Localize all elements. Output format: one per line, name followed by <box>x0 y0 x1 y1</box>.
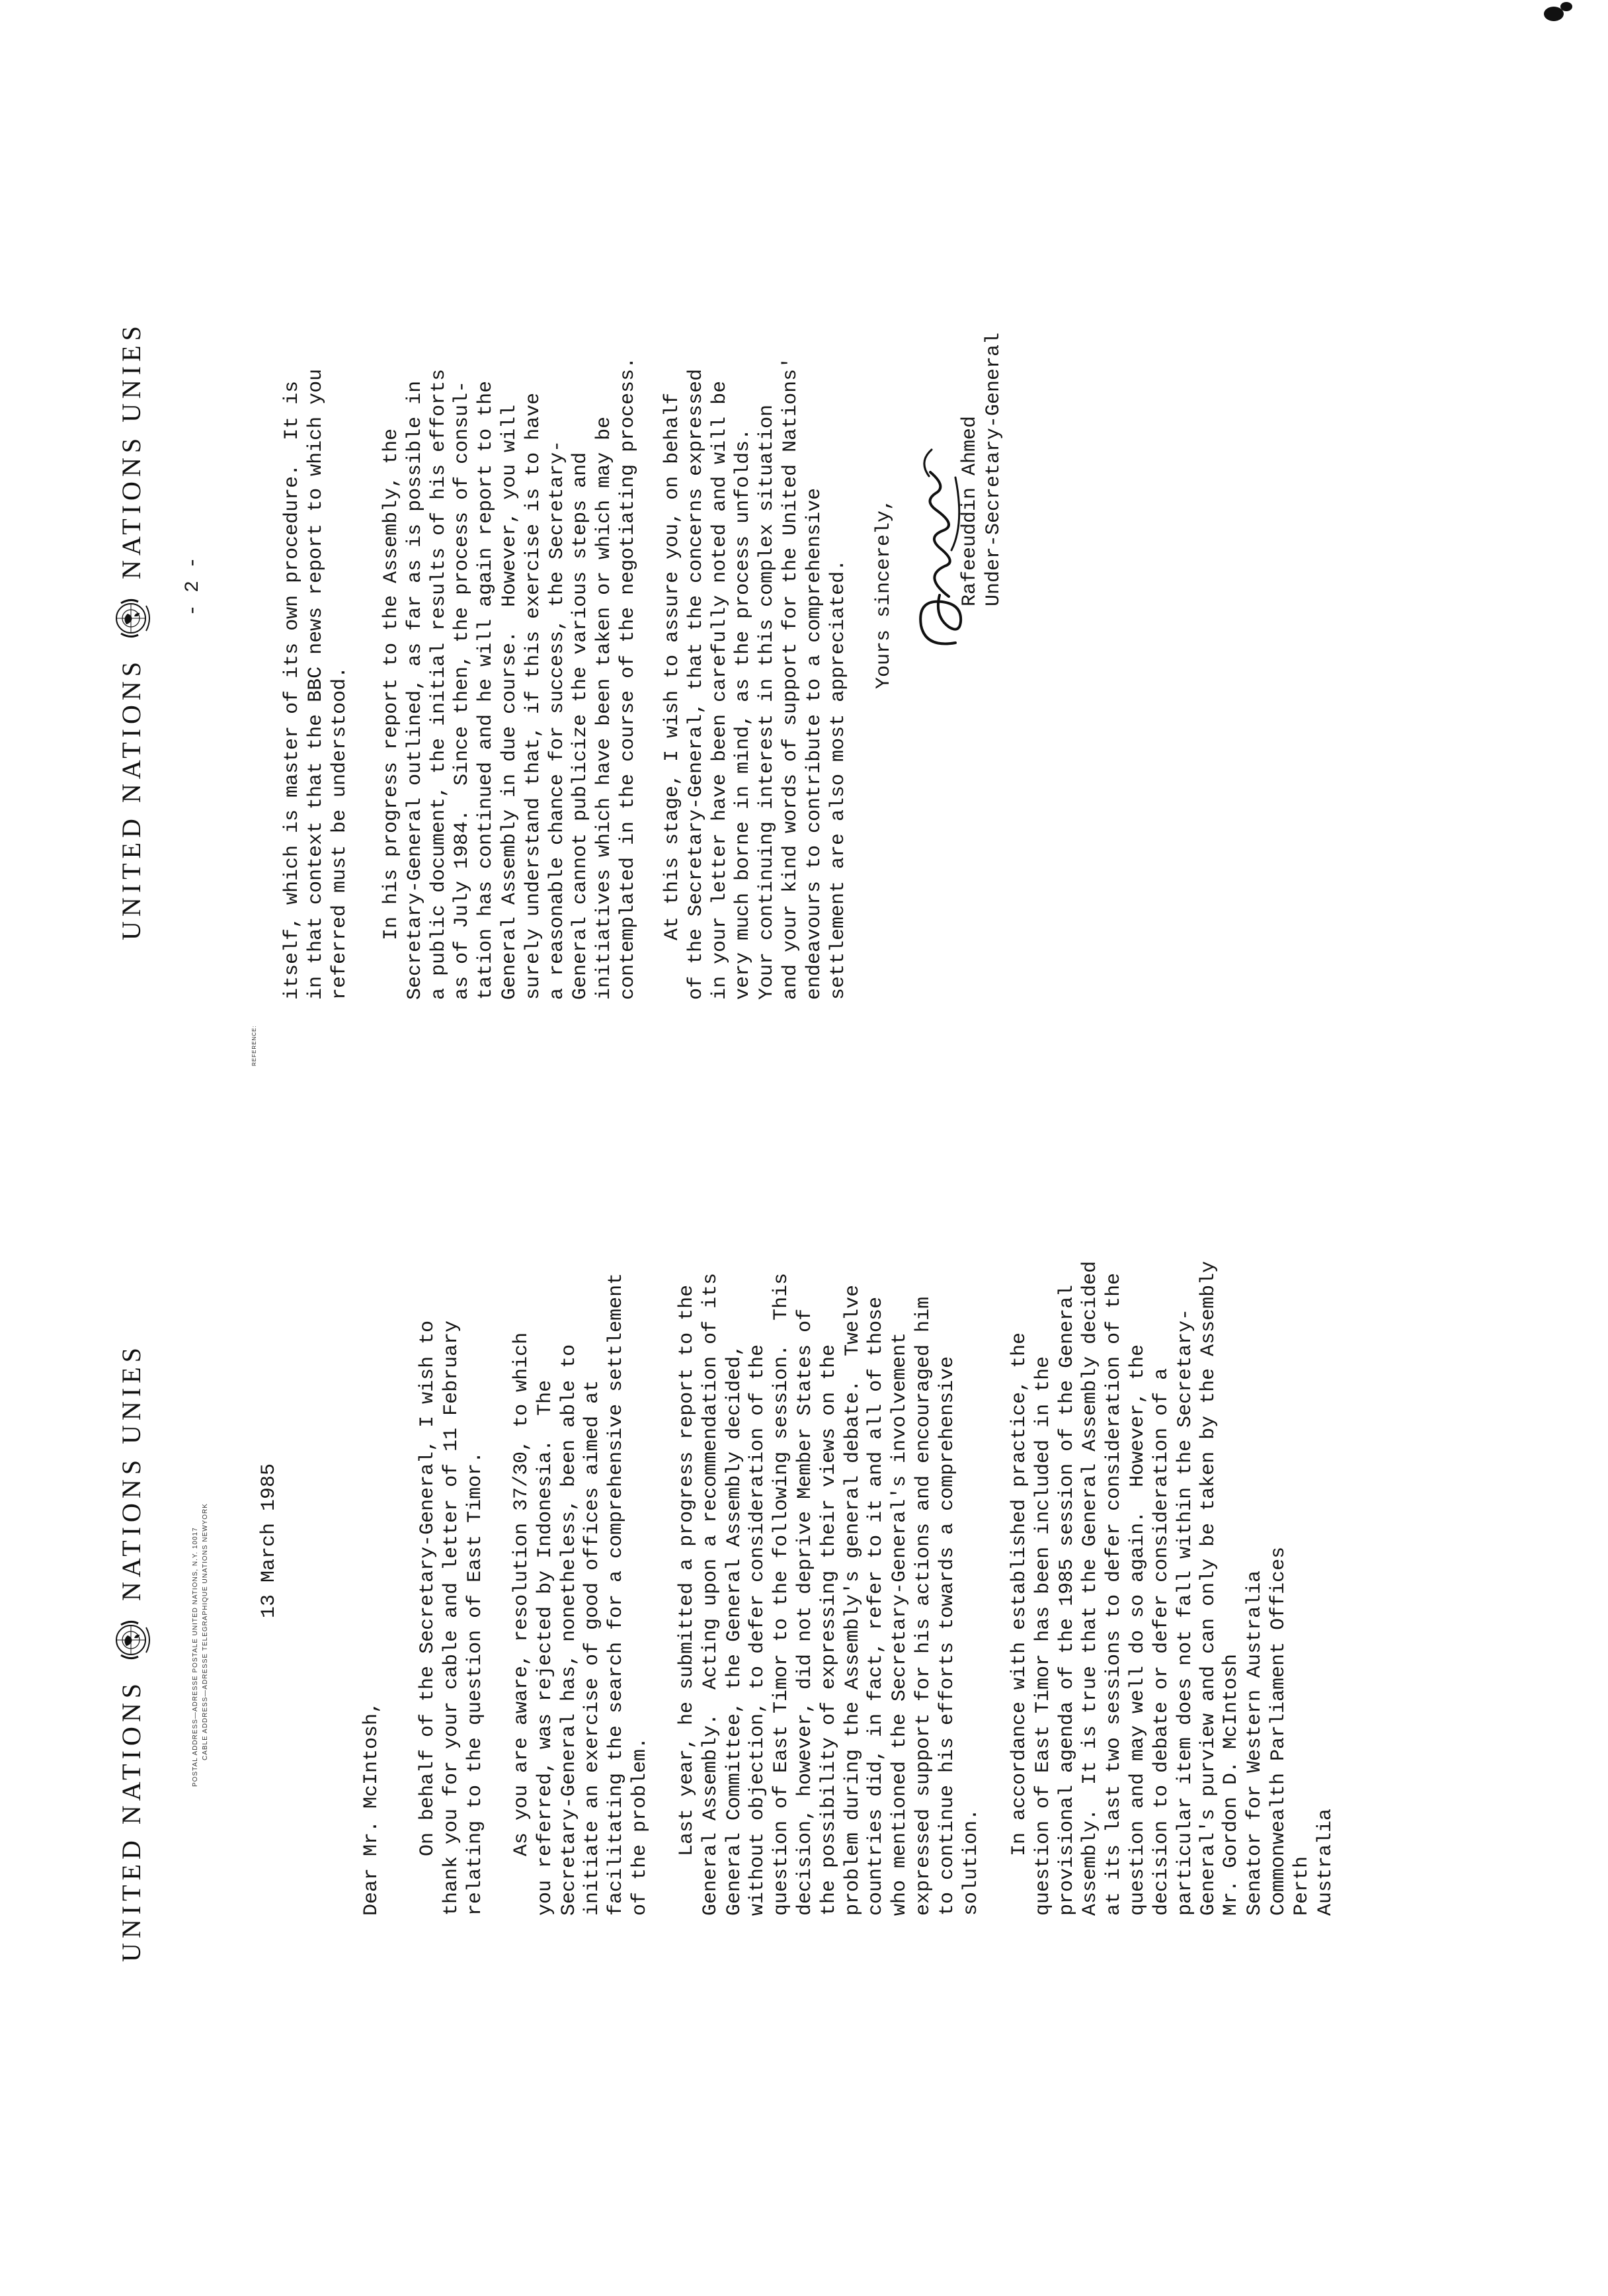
text-line: in that context that the BBC news report to which you <box>304 368 327 1000</box>
address-line: Mr. Gordon D. McIntosh <box>1220 1653 1242 1916</box>
paragraph-6 <box>380 357 641 1000</box>
text-line: thank you for your cable and letter of 11 February <box>440 1320 463 1916</box>
text-line: Your continuing interest in this complex situation <box>756 404 779 1000</box>
text-line: and your kind words of support for the United Nations' <box>779 356 802 1000</box>
letterhead <box>109 1343 153 1962</box>
text-line: Last year, he submitted a progress report to the <box>676 1284 698 1916</box>
paragraph-1 <box>417 1321 487 1916</box>
text-line: General Committee, the General Assembly decided, <box>723 1344 746 1916</box>
signer-name: Rafeeuddin Ahmed <box>959 415 981 606</box>
text-line: referred must be understood. <box>328 666 351 1000</box>
text-line: the possibility of expressing their views on the <box>817 1344 840 1916</box>
text-line: problem during the Assembly's general debate. Twelve <box>841 1284 864 1916</box>
text-line: At this stage, I wish to assure you, on behalf <box>661 392 684 1000</box>
text-line: question and may well do so again. However, the <box>1126 1344 1149 1916</box>
text-line: particular item does not fall within the Secretary- <box>1174 1308 1197 1916</box>
cable-address-line: CABLE ADDRESS—ADRESSE TELEGRAPHIQUE UNATIONS NEWYORK <box>202 1503 209 1760</box>
ink-speck <box>1560 2 1572 11</box>
letterhead-title-right: NATIONS UNIES <box>116 1343 146 1602</box>
text-line: a public document, the initial results of his efforts <box>427 368 450 1000</box>
text-line: On behalf of the Secretary-General, I wish to <box>417 1320 439 1916</box>
address-line: Senator for Western Australia <box>1243 1570 1266 1916</box>
text-line: Assembly. It is true that the General Assembly decided <box>1079 1260 1102 1916</box>
address-line: Commonwealth Parliament Offices <box>1267 1546 1290 1916</box>
address-line: Australia <box>1314 1808 1338 1916</box>
text-line: itself, which is master of its own procedure. It is <box>281 380 303 1000</box>
closing <box>873 499 897 689</box>
text-line: to continue his efforts towards a comprehensive <box>936 1356 959 1916</box>
signer-title: Under-Secretary-General <box>982 332 1005 606</box>
text-line: relating to the question of East Timor. <box>463 1451 487 1916</box>
text-line: decision to debate or defer consideration of a <box>1150 1368 1173 1916</box>
postal-address-line: POSTAL ADDRESS—ADRESSE POSTALE UNITED NATIONS, N.Y. 10017 <box>192 1527 199 1787</box>
text-line: As you are aware, resolution 37/30, to which <box>510 1332 533 1916</box>
text-line: question of East Timor to the following session. This <box>770 1272 793 1916</box>
text-line: General Assembly in due course. However, you will <box>498 404 521 1000</box>
text-line: In his progress report to the Assembly, the <box>380 428 403 1000</box>
text-line: tation has continued and he will again report to the <box>475 380 498 1000</box>
text-line: of the problem. <box>628 1737 651 1916</box>
text-line: you referred, was rejected by Indonesia. The <box>534 1379 557 1916</box>
text-line: Secretary-General has, nonetheless, been able to <box>557 1344 581 1916</box>
letterhead-title-left: UNITED NATIONS <box>116 1679 146 1962</box>
text-line: at its last two sessions to defer consideration of the <box>1103 1272 1126 1916</box>
paragraph-4 <box>1008 1261 1221 1916</box>
text-line: a reasonable chance for success, the Secretary- <box>545 440 569 1000</box>
un-emblem-icon <box>109 1618 153 1662</box>
text-line: In accordance with established practice, the <box>1008 1332 1031 1916</box>
text-line: very much borne in mind, as the process unfolds. <box>732 428 755 1000</box>
text-line: initiate an exercise of good offices aimed at <box>581 1379 604 1916</box>
letter-date: 13 March 1985 <box>258 1463 280 1618</box>
text-line: as of July 1984. Since then, the process of consul- <box>451 380 474 1000</box>
letter-page-2 <box>0 0 1608 1040</box>
letterhead <box>109 321 153 940</box>
text-line: decision, however, did not deprive Member States of <box>793 1308 817 1916</box>
text-line: General Assembly. Acting upon a recommendation of its <box>699 1272 722 1916</box>
paragraph-3 <box>676 1273 983 1916</box>
signature-block <box>959 333 1006 606</box>
text-line: solution. <box>959 1808 983 1916</box>
text-line: without objection, to defer consideration of the <box>746 1344 770 1916</box>
letterhead-title-left: UNITED NATIONS <box>116 657 146 940</box>
text-line: settlement are also most appreciated. <box>826 559 850 1000</box>
text-line: endeavours to contribute to a comprehensive <box>803 487 826 1000</box>
text-line: countries did, in fact, refer to it and all of those <box>865 1296 888 1916</box>
text-line: General's purview and can only be taken by the Assembly <box>1197 1260 1221 1916</box>
text-line: expressed support for his actions and encouraged him <box>912 1296 935 1916</box>
text-line: in your letter have been carefully noted and will be <box>708 380 731 1000</box>
text-line: initiatives which have been taken or which may be <box>593 416 616 1000</box>
page-number: - 2 - <box>182 556 204 616</box>
reference-label: REFERENCE: <box>251 1025 257 1066</box>
text-line: surely understand that, if this exercise is to have <box>522 392 545 1000</box>
paragraph-2 <box>510 1273 653 1916</box>
text-line: General cannot publicize the various steps and <box>569 452 592 1000</box>
text-line: provisional agenda of the 1985 session of the General <box>1055 1284 1078 1916</box>
paragraph-7 <box>661 357 850 1000</box>
letter-page-1 <box>0 1025 1608 2296</box>
text-line: who mentioned the Secretary-General's involvement <box>889 1332 912 1916</box>
salutation <box>360 1702 384 1916</box>
text-line: facilitating the search for a comprehensive settlement <box>605 1272 628 1916</box>
closing-line: Yours sincerely, <box>873 498 895 689</box>
recipient-address <box>1220 1547 1338 1916</box>
paragraph-5 <box>281 369 352 1000</box>
text-line: question of East Timor has been included in the <box>1031 1356 1055 1916</box>
un-emblem-icon <box>109 596 153 640</box>
text-line: Secretary-General outlined, as far as is possible in <box>403 380 426 1000</box>
text-line: contemplated in the course of the negotiating process. <box>616 356 639 1000</box>
text-line: of the Secretary-General, that the concerns expressed <box>684 368 707 1000</box>
salutation-line: Dear Mr. McIntosh, <box>360 1701 383 1916</box>
letterhead-title-right: NATIONS UNIES <box>116 321 146 580</box>
address-line: Perth <box>1291 1856 1314 1916</box>
